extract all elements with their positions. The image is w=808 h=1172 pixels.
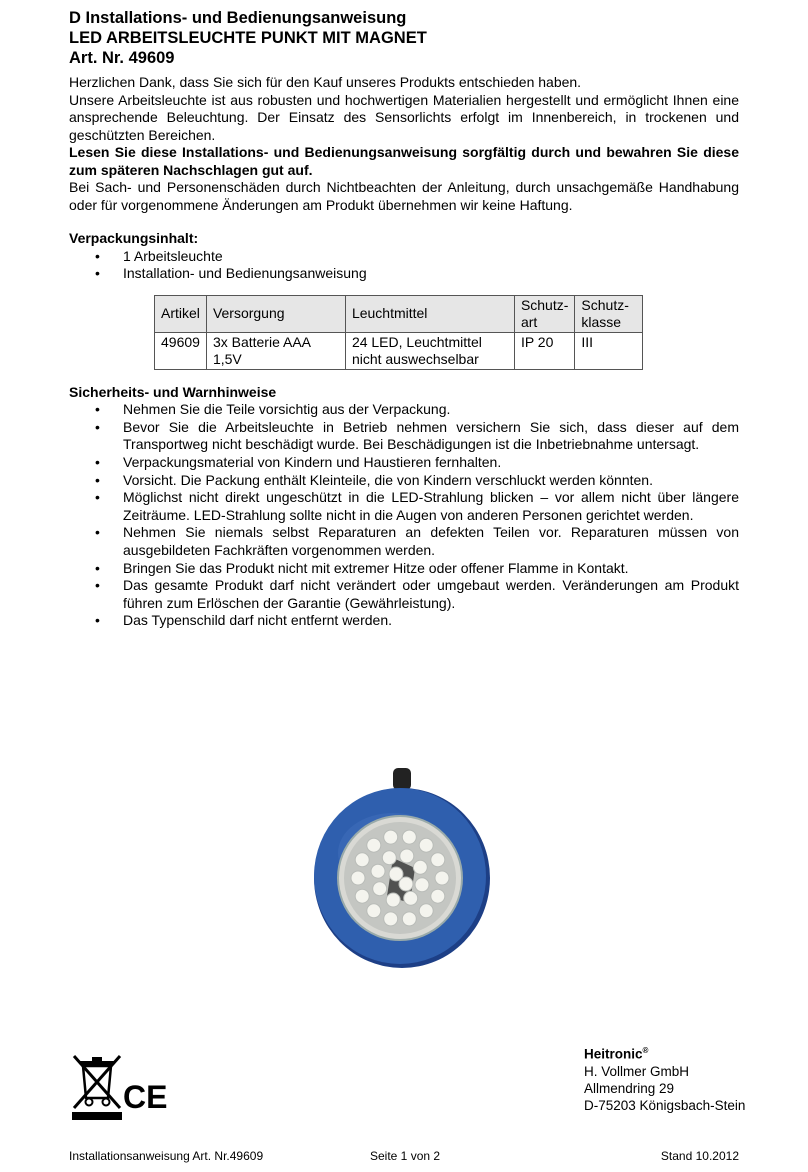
table-header-cell: Schutz- art	[514, 295, 574, 332]
table-cell: III	[575, 332, 643, 369]
specs-table	[154, 295, 643, 370]
list-item: • Nehmen Sie niemals selbst Reparaturen an defekten Teilen vor. Reparaturen müssen von ausgebildeten Fachkräften vorgenommen werden.	[69, 524, 739, 559]
list-item: • Bringen Sie das Produkt nicht mit extremer Hitze oder offener Flamme in Kontakt.	[69, 560, 739, 578]
list-item: • Nehmen Sie die Teile vorsichtig aus der Verpackung.	[69, 401, 739, 419]
led	[431, 889, 445, 903]
intro-text	[69, 74, 739, 214]
led	[419, 904, 433, 918]
footer-date: Stand 10.2012	[660, 1149, 739, 1163]
table-cell: 49609	[155, 332, 207, 369]
table-header-row	[155, 295, 643, 332]
led	[431, 853, 445, 867]
company-city: D-75203 Königsbach-Stein	[584, 1097, 746, 1113]
led	[367, 838, 381, 852]
table-header-cell: Artikel	[155, 295, 207, 332]
table-header-cell: Leuchtmittel	[345, 295, 514, 332]
list-item: • Verpackungsmaterial von Kindern und Haustieren fernhalten.	[69, 454, 739, 472]
table-cell: 24 LED, Leuchtmittel nicht auswechselbar	[345, 332, 514, 369]
package-heading: Verpackungsinhalt:	[69, 230, 199, 246]
led	[404, 891, 418, 905]
table-header-cell: Schutz- klasse	[575, 295, 643, 332]
company-brand: Heitronic®	[584, 1046, 649, 1062]
safety-heading: Sicherheits- und Warnhinweise	[69, 383, 277, 400]
list-item: • Installation- und Bedienungsanweisung	[69, 265, 739, 283]
intro-liability: Bei Sach- und Personenschäden durch Nichtbeachten der Anleitung, durch unsachgemäße Handhabung oder für vorgenommene Änderungen am Produkt übernehmen wir keine Haftung.	[69, 179, 739, 213]
list-item: • Möglichst nicht direkt ungeschützt in die LED-Strahlung blicken – vor allem nicht über längere Zeiträume. LED-Strahlung sollte nicht in die Augen von anderen Personen gerichtet werden.	[69, 489, 739, 524]
list-item: • 1 Arbeitsleuchte	[69, 248, 739, 266]
list-item: • Bevor Sie die Arbeitsleuchte in Betrieb nehmen versichern Sie sich, dass dieser auf dem Transportweg nicht beschädigt wurde. Bei Beschädigungen ist die Inbetriebnahme untersagt.	[69, 419, 739, 454]
ce-mark-text: CE	[123, 1079, 168, 1115]
company-name: H. Vollmer GmbH	[584, 1063, 690, 1079]
ce-mark-icon	[123, 1079, 168, 1115]
footer-page-number: Seite 1 von 2	[370, 1149, 441, 1163]
led	[355, 853, 369, 867]
led	[419, 838, 433, 852]
led	[400, 849, 414, 863]
package-list	[69, 248, 739, 283]
intro-thanks: Herzlichen Dank, dass Sie sich für den Kauf unseres Produkts entschieden haben.	[69, 74, 582, 90]
lamp-hanger-clip	[393, 768, 411, 790]
list-item: • Das Typenschild darf nicht entfernt werden.	[69, 612, 739, 630]
led	[367, 904, 381, 918]
company-street: Allmendring 29	[584, 1080, 675, 1096]
list-item: • Vorsicht. Die Packung enthält Kleinteile, die von Kindern verschluckt werden könnten.	[69, 472, 739, 490]
weee-bin-icon	[70, 1052, 124, 1120]
led	[382, 851, 396, 865]
led	[351, 871, 365, 885]
led	[386, 893, 400, 907]
document-page	[69, 8, 739, 630]
list-item: • Das gesamte Produkt darf nicht verändert oder umgebaut werden. Veränderungen am Produkt führen zum Erlöschen der Garantie (Gewährleistung).	[69, 577, 739, 612]
table-cell: 3x Batterie AAA 1,5V	[206, 332, 345, 369]
led	[413, 860, 427, 874]
led	[384, 912, 398, 926]
led	[384, 830, 398, 844]
led	[355, 889, 369, 903]
led	[402, 830, 416, 844]
doc-title: D Installations- und Bedienungsanweisung LED ARBEITSLEUCHTE PUNKT MIT MAGNET Art. Nr. 49609	[69, 9, 427, 67]
led	[399, 877, 413, 891]
led	[371, 864, 385, 878]
led	[435, 871, 449, 885]
led	[415, 878, 429, 892]
table-header-cell: Versorgung	[206, 295, 345, 332]
intro-read-notice: Lesen Sie diese Installations- und Bedienungsanweisung sorgfältig durch und bewahren Sie diese zum späteren Nachschlagen gut auf.	[69, 144, 739, 178]
led	[373, 882, 387, 896]
product-photo-lamp	[275, 718, 525, 993]
footer-doc-ref: Installationsanweisung Art. Nr.49609	[69, 1149, 264, 1163]
led	[402, 912, 416, 926]
table-cell: IP 20	[514, 332, 574, 369]
intro-description: Unsere Arbeitsleuchte ist aus robusten und hochwertigen Materialien hergestellt und ermöglicht Ihnen eine ansprechende Beleuchtung. Der Einsatz des Sensorlichts erfolgt im Innenbereich, in trockenen und geschützten Bereichen.	[69, 91, 739, 143]
table-row	[155, 332, 643, 369]
safety-list	[69, 401, 739, 630]
company-address	[584, 1042, 745, 1114]
